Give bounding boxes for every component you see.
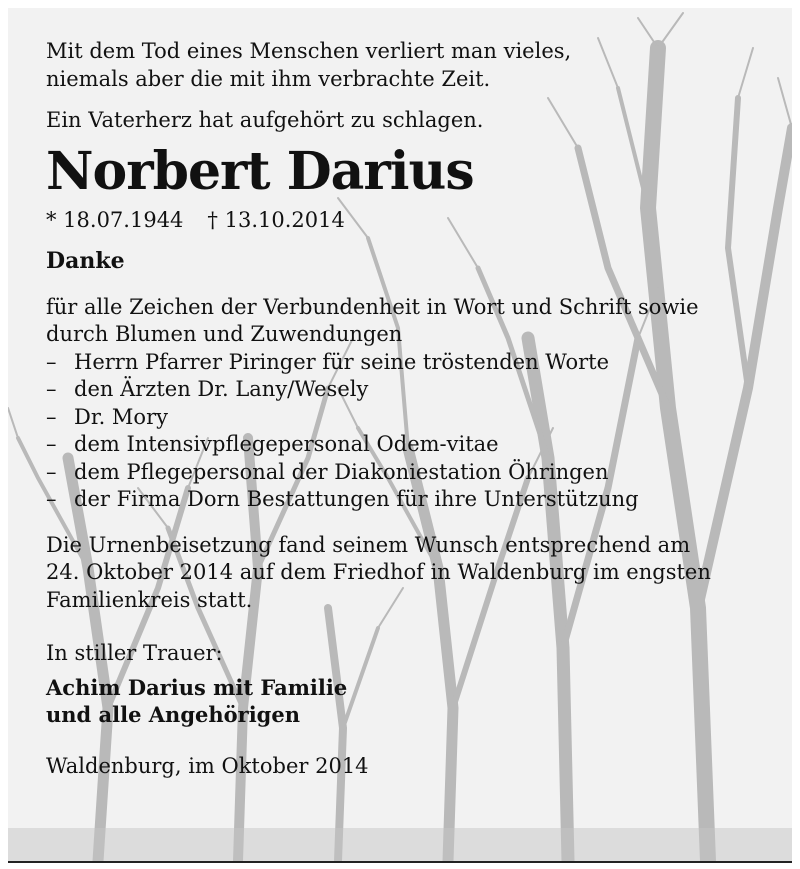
list-item: – den Ärzten Dr. Lany/Wesely (46, 376, 766, 404)
list-item: – Dr. Mory (46, 404, 766, 432)
family-signature (46, 674, 766, 729)
death-date: † 13.10.2014 (207, 207, 345, 232)
obituary-content (46, 38, 766, 780)
list-item: – der Firma Dorn Bestattungen für ihre Unterstützung (46, 486, 766, 514)
list-item: – dem Pflegepersonal der Diakoniestation Öhringen (46, 459, 766, 487)
place-date: Waldenburg, im Oktober 2014 (46, 753, 369, 778)
deceased-name: Norbert Darius (46, 140, 474, 202)
family-line-2: und alle Angehörigen (46, 702, 300, 727)
quote-line-2: niemals aber die mit ihm verbrachte Zeit. (46, 66, 491, 91)
burial-line-3: Familienkreis statt. (46, 587, 253, 612)
list-item: – dem Intensivpflegepersonal Odem-vitae (46, 431, 766, 459)
quote-line-1: Mit dem Tod eines Menschen verliert man vieles, (46, 39, 572, 63)
birth-date: * 18.07.1944 (46, 207, 184, 232)
burial-line-1: Die Urnenbeisetzung fand seinem Wunsch entsprechend am (46, 532, 691, 557)
life-dates (46, 207, 766, 235)
mourning-label: In stiller Trauer: (46, 641, 223, 665)
list-item: – Herrn Pfarrer Piringer für seine tröstenden Worte (46, 349, 766, 377)
subtitle: Ein Vaterherz hat aufgehört zu schlagen. (46, 108, 484, 132)
obituary-card (8, 8, 792, 863)
burial-line-2: 24. Oktober 2014 auf dem Friedhof in Waldenburg im engsten (46, 560, 711, 584)
family-line-1: Achim Darius mit Familie (46, 674, 348, 700)
thanks-list (46, 349, 766, 514)
thanks-intro (46, 294, 766, 349)
thanks-intro-line-2: durch Blumen und Zuwendungen (46, 322, 403, 346)
quote (46, 38, 766, 93)
thanks-intro-line-1: für alle Zeichen der Verbundenheit in Wort und Schrift sowie (46, 294, 699, 319)
thanks-heading: Danke (46, 248, 125, 274)
burial-text (46, 532, 766, 615)
